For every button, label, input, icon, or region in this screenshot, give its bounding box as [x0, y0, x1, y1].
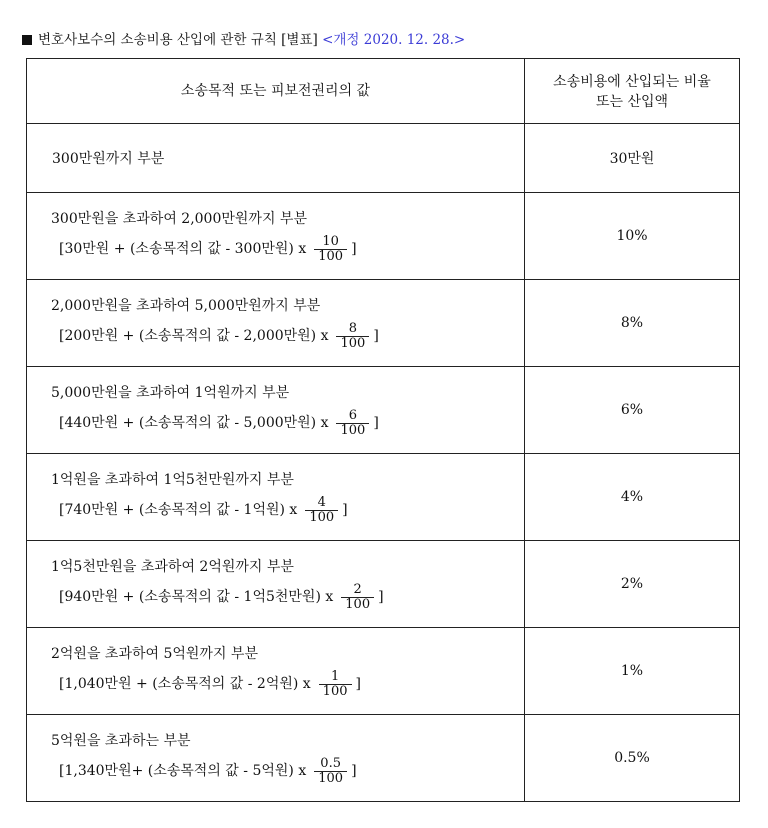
- square-bullet-icon: [22, 35, 32, 45]
- range-cell: [27, 454, 525, 541]
- amendment-date: <개정 2020. 12. 28.>: [322, 32, 466, 48]
- fraction: [305, 496, 338, 525]
- range-cell: [27, 280, 525, 367]
- fraction-denominator: 100: [336, 423, 369, 438]
- table-heading: [22, 31, 465, 49]
- header-rate: [525, 59, 740, 124]
- formula-text: [940만원 + (소송목적의 값 - 1억5천만원) x: [59, 589, 334, 605]
- rate-cell: 4%: [525, 454, 740, 541]
- fraction: [314, 235, 347, 264]
- header-value-range: 소송목적 또는 피보전권리의 값: [27, 59, 525, 124]
- rate-cell: 30만원: [525, 124, 740, 193]
- header-rate-line2: 또는 산입액: [595, 94, 669, 110]
- formula-text: [1,040만원 + (소송목적의 값 - 2억원) x: [59, 676, 311, 692]
- rate-cell: 10%: [525, 193, 740, 280]
- fraction-denominator: 100: [319, 684, 352, 699]
- rate-cell: 6%: [525, 367, 740, 454]
- fraction: [341, 583, 374, 612]
- fraction-denominator: 100: [305, 510, 338, 525]
- rate-cell: 2%: [525, 541, 740, 628]
- table-row: [27, 628, 740, 715]
- rate-cell: 8%: [525, 280, 740, 367]
- fraction: [336, 409, 369, 438]
- formula: [27, 322, 524, 351]
- table-row: [27, 280, 740, 367]
- formula: [27, 670, 524, 699]
- range-cell: [27, 193, 525, 280]
- formula: [27, 583, 524, 612]
- closing-bracket: ]: [351, 763, 357, 779]
- closing-bracket: ]: [342, 502, 348, 518]
- fraction: [314, 757, 347, 786]
- table-row: [27, 367, 740, 454]
- fraction: [319, 670, 352, 699]
- fraction-numerator: 6: [348, 407, 358, 423]
- range-text: 300만원을 초과하여 2,000만원까지 부분: [51, 210, 307, 227]
- closing-bracket: ]: [373, 328, 379, 344]
- range-cell: [27, 628, 525, 715]
- range-cell: [27, 367, 525, 454]
- fraction-denominator: 100: [314, 249, 347, 264]
- fraction: [336, 322, 369, 351]
- table-row: [27, 715, 740, 802]
- formula-text: [200만원 + (소송목적의 값 - 2,000만원) x: [59, 328, 329, 344]
- fraction-denominator: 100: [336, 336, 369, 351]
- closing-bracket: ]: [373, 415, 379, 431]
- range-cell: [27, 541, 525, 628]
- fraction-denominator: 100: [314, 771, 347, 786]
- range-text: 2,000만원을 초과하여 5,000만원까지 부분: [51, 297, 321, 314]
- header-row: [27, 59, 740, 124]
- fraction-numerator: 1: [330, 668, 340, 684]
- table-row: [27, 541, 740, 628]
- heading-title: 변호사보수의 소송비용 산입에 관한 규칙 [별표]: [38, 32, 318, 48]
- formula-text: [440만원 + (소송목적의 값 - 5,000만원) x: [59, 415, 329, 431]
- closing-bracket: ]: [355, 676, 361, 692]
- formula-text: [1,340만원+ (소송목적의 값 - 5억원) x: [59, 763, 307, 779]
- rate-cell: 0.5%: [525, 715, 740, 802]
- range-cell: 300만원까지 부분: [27, 124, 525, 193]
- range-text: 1억원을 초과하여 1억5천만원까지 부분: [51, 471, 294, 488]
- header-rate-line1: 소송비용에 산입되는 비율: [553, 74, 711, 90]
- fraction-numerator: 0.5: [320, 755, 341, 771]
- formula: [27, 496, 524, 525]
- range-text: 5억원을 초과하는 부분: [51, 732, 191, 749]
- range-cell: [27, 715, 525, 802]
- formula-text: [740만원 + (소송목적의 값 - 1억원) x: [59, 502, 298, 518]
- range-text: 1억5천만원을 초과하여 2억원까지 부분: [51, 558, 294, 575]
- table-row: [27, 454, 740, 541]
- formula-text: [30만원 + (소송목적의 값 - 300만원) x: [59, 241, 307, 257]
- range-text: 5,000만원을 초과하여 1억원까지 부분: [51, 384, 290, 401]
- table-row: [27, 193, 740, 280]
- fraction-numerator: 4: [317, 494, 326, 510]
- closing-bracket: ]: [378, 589, 384, 605]
- closing-bracket: ]: [351, 241, 357, 257]
- formula: [27, 757, 524, 786]
- fraction-numerator: 2: [353, 581, 362, 597]
- rate-cell: 1%: [525, 628, 740, 715]
- table-row: [27, 124, 740, 193]
- formula: [27, 235, 524, 264]
- formula: [27, 409, 524, 438]
- fraction-numerator: 8: [348, 320, 358, 336]
- fee-table: [26, 58, 740, 802]
- fraction-denominator: 100: [341, 597, 374, 612]
- range-text: 2억원을 초과하여 5억원까지 부분: [51, 645, 258, 662]
- fraction-numerator: 10: [322, 233, 339, 249]
